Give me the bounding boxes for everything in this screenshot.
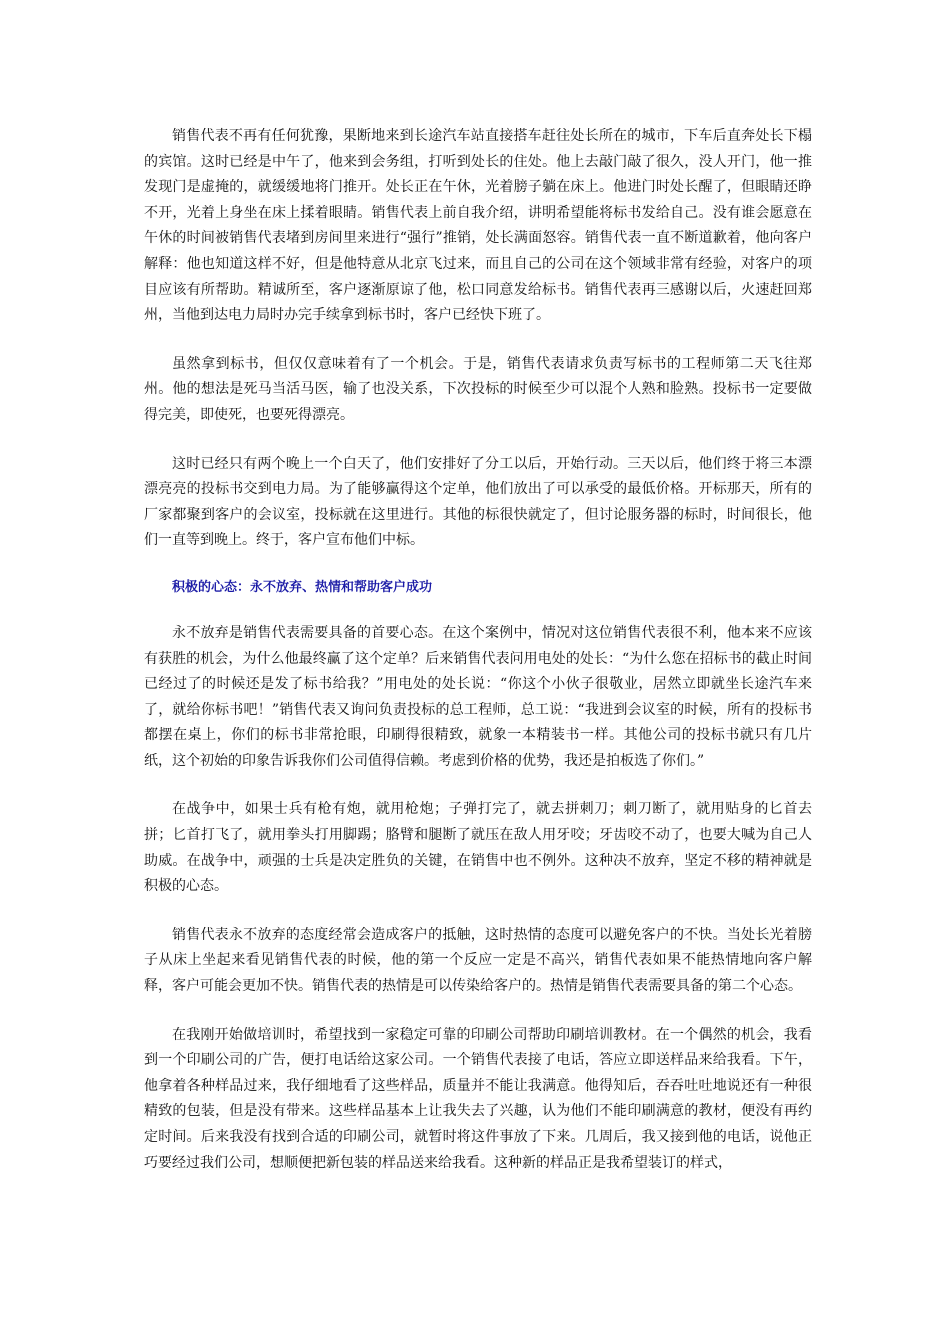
paragraph-1: 销售代表不再有任何犹豫，果断地来到长途汽车站直接搭车赶往处长所在的城市，下车后直奔处长下榻的宾馆。这时已经是中午了，他来到会务组，打听到处长的住处。他上去敲门敲了很久，没人开门，他一推发现门是虚掩的，就缓缓地将门推开。处长正在午休，光着膀子躺在床上。他进门时处长醒了，但眼睛还睁不开，光着上身坐在床上揉着眼睛。销售代表上前自我介绍，讲明希望能将标书发给自己。没有谁会愿意在午休的时间被销售代表堵到房间里来进行“强行”推销，处长满面怒容。销售代表一直不断道歉着，他向客户解释：他也知道这样不好，但是他特意从北京飞过来，而且自己的公司在这个领域非常有经验，对客户的项目应该有所帮助。精诚所至，客户逐渐原谅了他，松口同意发给标书。销售代表再三感谢以后，火速赶回郑州，当他到达电力局时办完手续拿到标书时，客户已经快下班了。 [144, 128, 812, 324]
paragraph-4: 永不放弃是销售代表需要具备的首要心态。在这个案例中，情况对这位销售代表很不利，他本来不应该有获胜的机会，为什么他最终赢了这个定单？后来销售代表问用电处的处长：“为什么您在招标书的截止时间已经过了的时候还是发了标书给我？”用电处的处长说：“你这个小伙子很敬业，居然立即就坐长途汽车来了，就给你标书吧！”销售代表又询问负责投标的总工程师，总工说：“我进到会议室的时候，所有的投标书都摆在桌上，你们的标书非常抢眼，印刷得很精致，就象一本精装书一样。其他公司的投标书就只有几片纸，这个初始的印象告诉我你们公司值得信赖。考虑到价格的优势，我还是拍板选了你们。” [144, 624, 812, 769]
paragraph-5: 在战争中，如果士兵有枪有炮，就用枪炮；子弹打完了，就去拼刺刀；刺刀断了，就用贴身的匕首去拼；匕首打飞了，就用拳头打用脚踢；胳臂和腿断了就压在敌人用牙咬；牙齿咬不动了，也要大喊为自己人助威。在战争中，顽强的士兵是决定胜负的关键，在销售中也不例外。这种决不放弃，坚定不移的精神就是积极的心态。 [144, 801, 812, 895]
document-page [144, 124, 812, 1199]
paragraph-2: 虽然拿到标书，但仅仅意味着有了一个机会。于是，销售代表请求负责写标书的工程师第二天飞往郑州。他的想法是死马当活马医，输了也没关系，下次投标的时候至少可以混个人熟和脸熟。投标书一定要做得完美，即使死，也要死得漂亮。 [144, 355, 812, 423]
section-heading: 积极的心态：永不放弃、热情和帮助客户成功 [172, 579, 433, 595]
paragraph-3: 这时已经只有两个晚上一个白天了，他们安排好了分工以后，开始行动。三天以后，他们终于将三本漂漂亮亮的投标书交到电力局。为了能够赢得这个定单，他们放出了可以承受的最低价格。开标那天，所有的厂家都聚到客户的会议室，投标就在这里进行。其他的标很快就定了，但讨论服务器的标时，时间很长，他们一直等到晚上。终于，客户宣布他们中标。 [144, 455, 812, 549]
paragraph-6: 销售代表永不放弃的态度经常会造成客户的抵触，这时热情的态度可以避免客户的不快。当处长光着膀子从床上坐起来看见销售代表的时候，他的第一个反应一定是不高兴，销售代表如果不能热情地向客户解释，客户可能会更加不快。销售代表的热情是可以传染给客户的。热情是销售代表需要具备的第二个心态。 [144, 926, 812, 995]
paragraph-7: 在我刚开始做培训时，希望找到一家稳定可靠的印刷公司帮助印刷培训教材。在一个偶然的机会，我看到一个印刷公司的广告，便打电话给这家公司。一个销售代表接了电话，答应立即送样品来给我看。下午，他拿着各种样品过来，我仔细地看了这些样品，质量并不能让我满意。他得知后，吞吞吐吐地说还有一种很精致的包装，但是没有带来。这些样品基本上让我失去了兴趣，认为他们不能印刷满意的教材，便没有再约定时间。后来我没有找到合适的印刷公司，就暂时将这件事放了下来。几周后，我又接到他的电话，说他正巧要经过我们公司，想顺便把新包装的样品送来给我看。这种新的样品正是我希望装订的样式， [144, 1026, 812, 1171]
